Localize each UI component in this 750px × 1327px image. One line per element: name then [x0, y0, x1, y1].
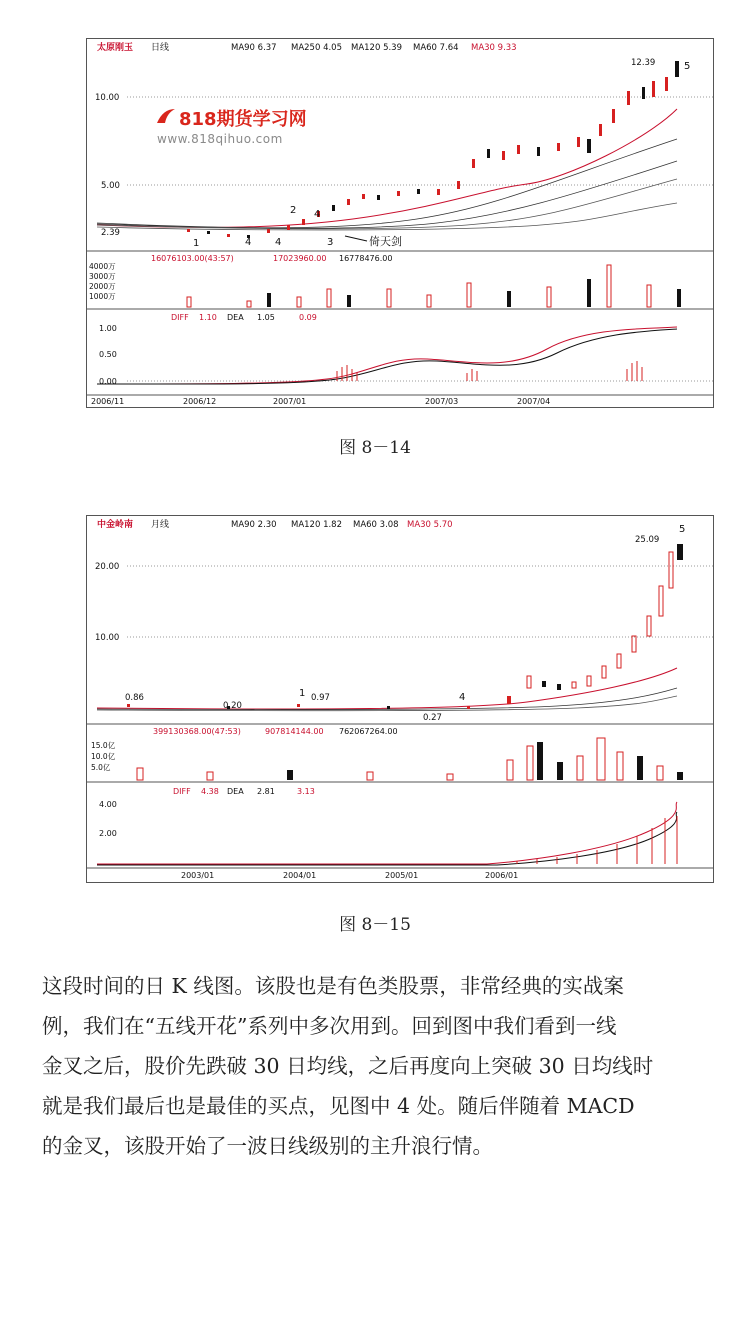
paragraph-line-3: 金叉之后，股价先跌破 30 日均线，之后再度向上突破 30 日均线时	[42, 1054, 654, 1078]
body-paragraph	[42, 966, 710, 1166]
fig1-ytick-10: 10.00	[95, 93, 120, 103]
fig2-point-1: 1	[299, 688, 306, 699]
fig2-ma-line-1	[97, 668, 677, 709]
fig1-dea-line	[97, 329, 677, 384]
fig1-annotation: 倚天剑	[369, 235, 402, 248]
fig2-dea-line	[97, 812, 677, 865]
fig2-macd-bars	[517, 816, 677, 864]
fig2-macd-value: 3.13	[297, 787, 315, 796]
fig2-volume-1: 399130368.00(47:53)	[153, 727, 241, 736]
fig1-volume-bars	[187, 265, 681, 307]
fig1-xtick-1: 2006/12	[183, 397, 217, 406]
fig1-point-2: 2	[290, 205, 297, 216]
fig2-point-5: 5	[679, 524, 686, 535]
fig2-vtick-15: 15.0亿	[91, 741, 116, 750]
fig2-stock-name: 中金岭南	[97, 520, 134, 530]
fig1-vtick-1000: 1000万	[89, 292, 116, 301]
chart-8-15-svg	[87, 516, 713, 882]
chart-8-14	[86, 38, 714, 408]
fig1-diff-value: 1.10	[199, 313, 217, 322]
fig2-xtick-3: 2006/01	[485, 871, 519, 880]
fig2-xtick-0: 2003/01	[181, 871, 215, 880]
fig2-vtick-5: 5.0亿	[91, 763, 111, 772]
fig2-price-027: 0.27	[423, 713, 442, 723]
watermark-url: www.818qihuo.com	[157, 132, 283, 146]
paragraph-line-5: 的金叉，该股开始了一波日线级别的主升浪行情。	[42, 1134, 493, 1158]
fig1-dea-label: DEA	[227, 313, 244, 322]
fig2-ytick-20: 20.00	[95, 562, 120, 572]
paragraph-line-2: 例，我们在“五线开花”系列中多次用到。回到图中我们看到一线	[42, 1014, 617, 1038]
fig1-ma30: MA30 9.33	[471, 43, 517, 53]
fig1-point-4b: 4	[275, 237, 282, 248]
fig2-point-4: 4	[459, 692, 466, 703]
fig1-ma-line-3	[97, 161, 677, 228]
fig1-volume-1: 16076103.00(43:57)	[151, 254, 234, 263]
paragraph-line-4: 就是我们最后也是最佳的买点，见图中 4 处。随后伴随着 MACD	[42, 1094, 635, 1118]
fig2-volume-2: 907814144.00	[265, 727, 324, 736]
fig1-stock-name: 太原刚玉	[97, 43, 134, 53]
fig2-dea-label: DEA	[227, 787, 244, 796]
fig2-volume-3: 762067264.00	[339, 727, 398, 736]
fig1-arrow-annotation	[345, 236, 367, 241]
fig1-vtick-2000: 2000万	[89, 282, 116, 291]
fig2-diff-label: DIFF	[173, 787, 191, 796]
fig1-vtick-4000: 4000万	[89, 262, 116, 271]
fig2-ma90: MA90 2.30	[231, 520, 277, 530]
fig2-ma60: MA60 3.08	[353, 520, 399, 530]
fig1-low-label: 2.39	[101, 228, 120, 238]
chart-8-15	[86, 515, 714, 883]
fig1-macd-value: 0.09	[299, 313, 317, 322]
fig1-ma90: MA90 6.37	[231, 43, 277, 53]
fig1-ma60: MA60 7.64	[413, 43, 459, 53]
fig2-candles	[127, 544, 683, 709]
fig1-period: 日线	[151, 43, 170, 53]
fig2-diff-value: 4.38	[201, 787, 219, 796]
fig1-ma120: MA120 5.39	[351, 43, 402, 53]
fig1-volume-2: 17023960.00	[273, 254, 327, 263]
fig2-xtick-1: 2004/01	[283, 871, 317, 880]
caption-8-14: 图 8－14	[339, 438, 411, 458]
fig1-volume-3: 16778476.00	[339, 254, 393, 263]
fig1-ma250: MA250 4.05	[291, 43, 342, 53]
fig2-ytick-10: 10.00	[95, 633, 120, 643]
fig2-volume-bars	[137, 738, 683, 780]
fig1-xtick-0: 2006/11	[91, 397, 125, 406]
fig1-point-4a: 4	[245, 237, 252, 248]
fig1-macd-bars	[337, 361, 642, 381]
watermark-logo-icon	[155, 107, 177, 125]
fig2-period: 月线	[151, 520, 170, 530]
fig1-xtick-3: 2007/03	[425, 397, 459, 406]
fig2-mtick-4: 4.00	[99, 800, 117, 809]
watermark-title: 818期货学习网	[179, 109, 307, 130]
fig2-vtick-10: 10.0亿	[91, 752, 116, 761]
fig1-candles	[187, 61, 679, 238]
fig2-xtick-2: 2005/01	[385, 871, 419, 880]
fig1-ytick-5: 5.00	[101, 181, 120, 191]
fig1-point-5: 5	[684, 61, 691, 72]
fig2-dea-value: 2.81	[257, 787, 275, 796]
fig2-price-020: 0.20	[223, 701, 242, 711]
fig1-point-4c: 4	[314, 209, 321, 220]
fig1-point-1: 1	[193, 238, 200, 249]
chart-8-14-svg	[87, 39, 713, 407]
fig1-point-3: 3	[327, 237, 334, 248]
paragraph-line-1: 这段时间的日 K 线图。该股也是有色类股票，非常经典的实战案	[42, 974, 624, 998]
fig1-mtick-05: 0.50	[99, 350, 117, 359]
fig1-ma-line-4	[97, 179, 677, 229]
fig2-ma30: MA30 5.70	[407, 520, 453, 530]
fig2-price-097: 0.97	[311, 693, 330, 703]
fig1-xtick-4: 2007/04	[517, 397, 551, 406]
fig1-diff-line	[97, 327, 677, 384]
fig1-mtick-1: 1.00	[99, 324, 117, 333]
fig1-diff-label: DIFF	[171, 313, 189, 322]
fig1-dea-value: 1.05	[257, 313, 275, 322]
caption-8-15: 图 8－15	[339, 915, 411, 935]
fig1-high-label: 12.39	[631, 58, 656, 68]
fig2-ma120: MA120 1.82	[291, 520, 342, 530]
fig2-price-086: 0.86	[125, 693, 144, 703]
fig2-mtick-2: 2.00	[99, 829, 117, 838]
fig1-vtick-3000: 3000万	[89, 272, 116, 281]
fig2-high-label: 25.09	[635, 535, 660, 545]
fig1-xtick-2: 2007/01	[273, 397, 307, 406]
fig1-mtick-0: 0.00	[99, 377, 117, 386]
